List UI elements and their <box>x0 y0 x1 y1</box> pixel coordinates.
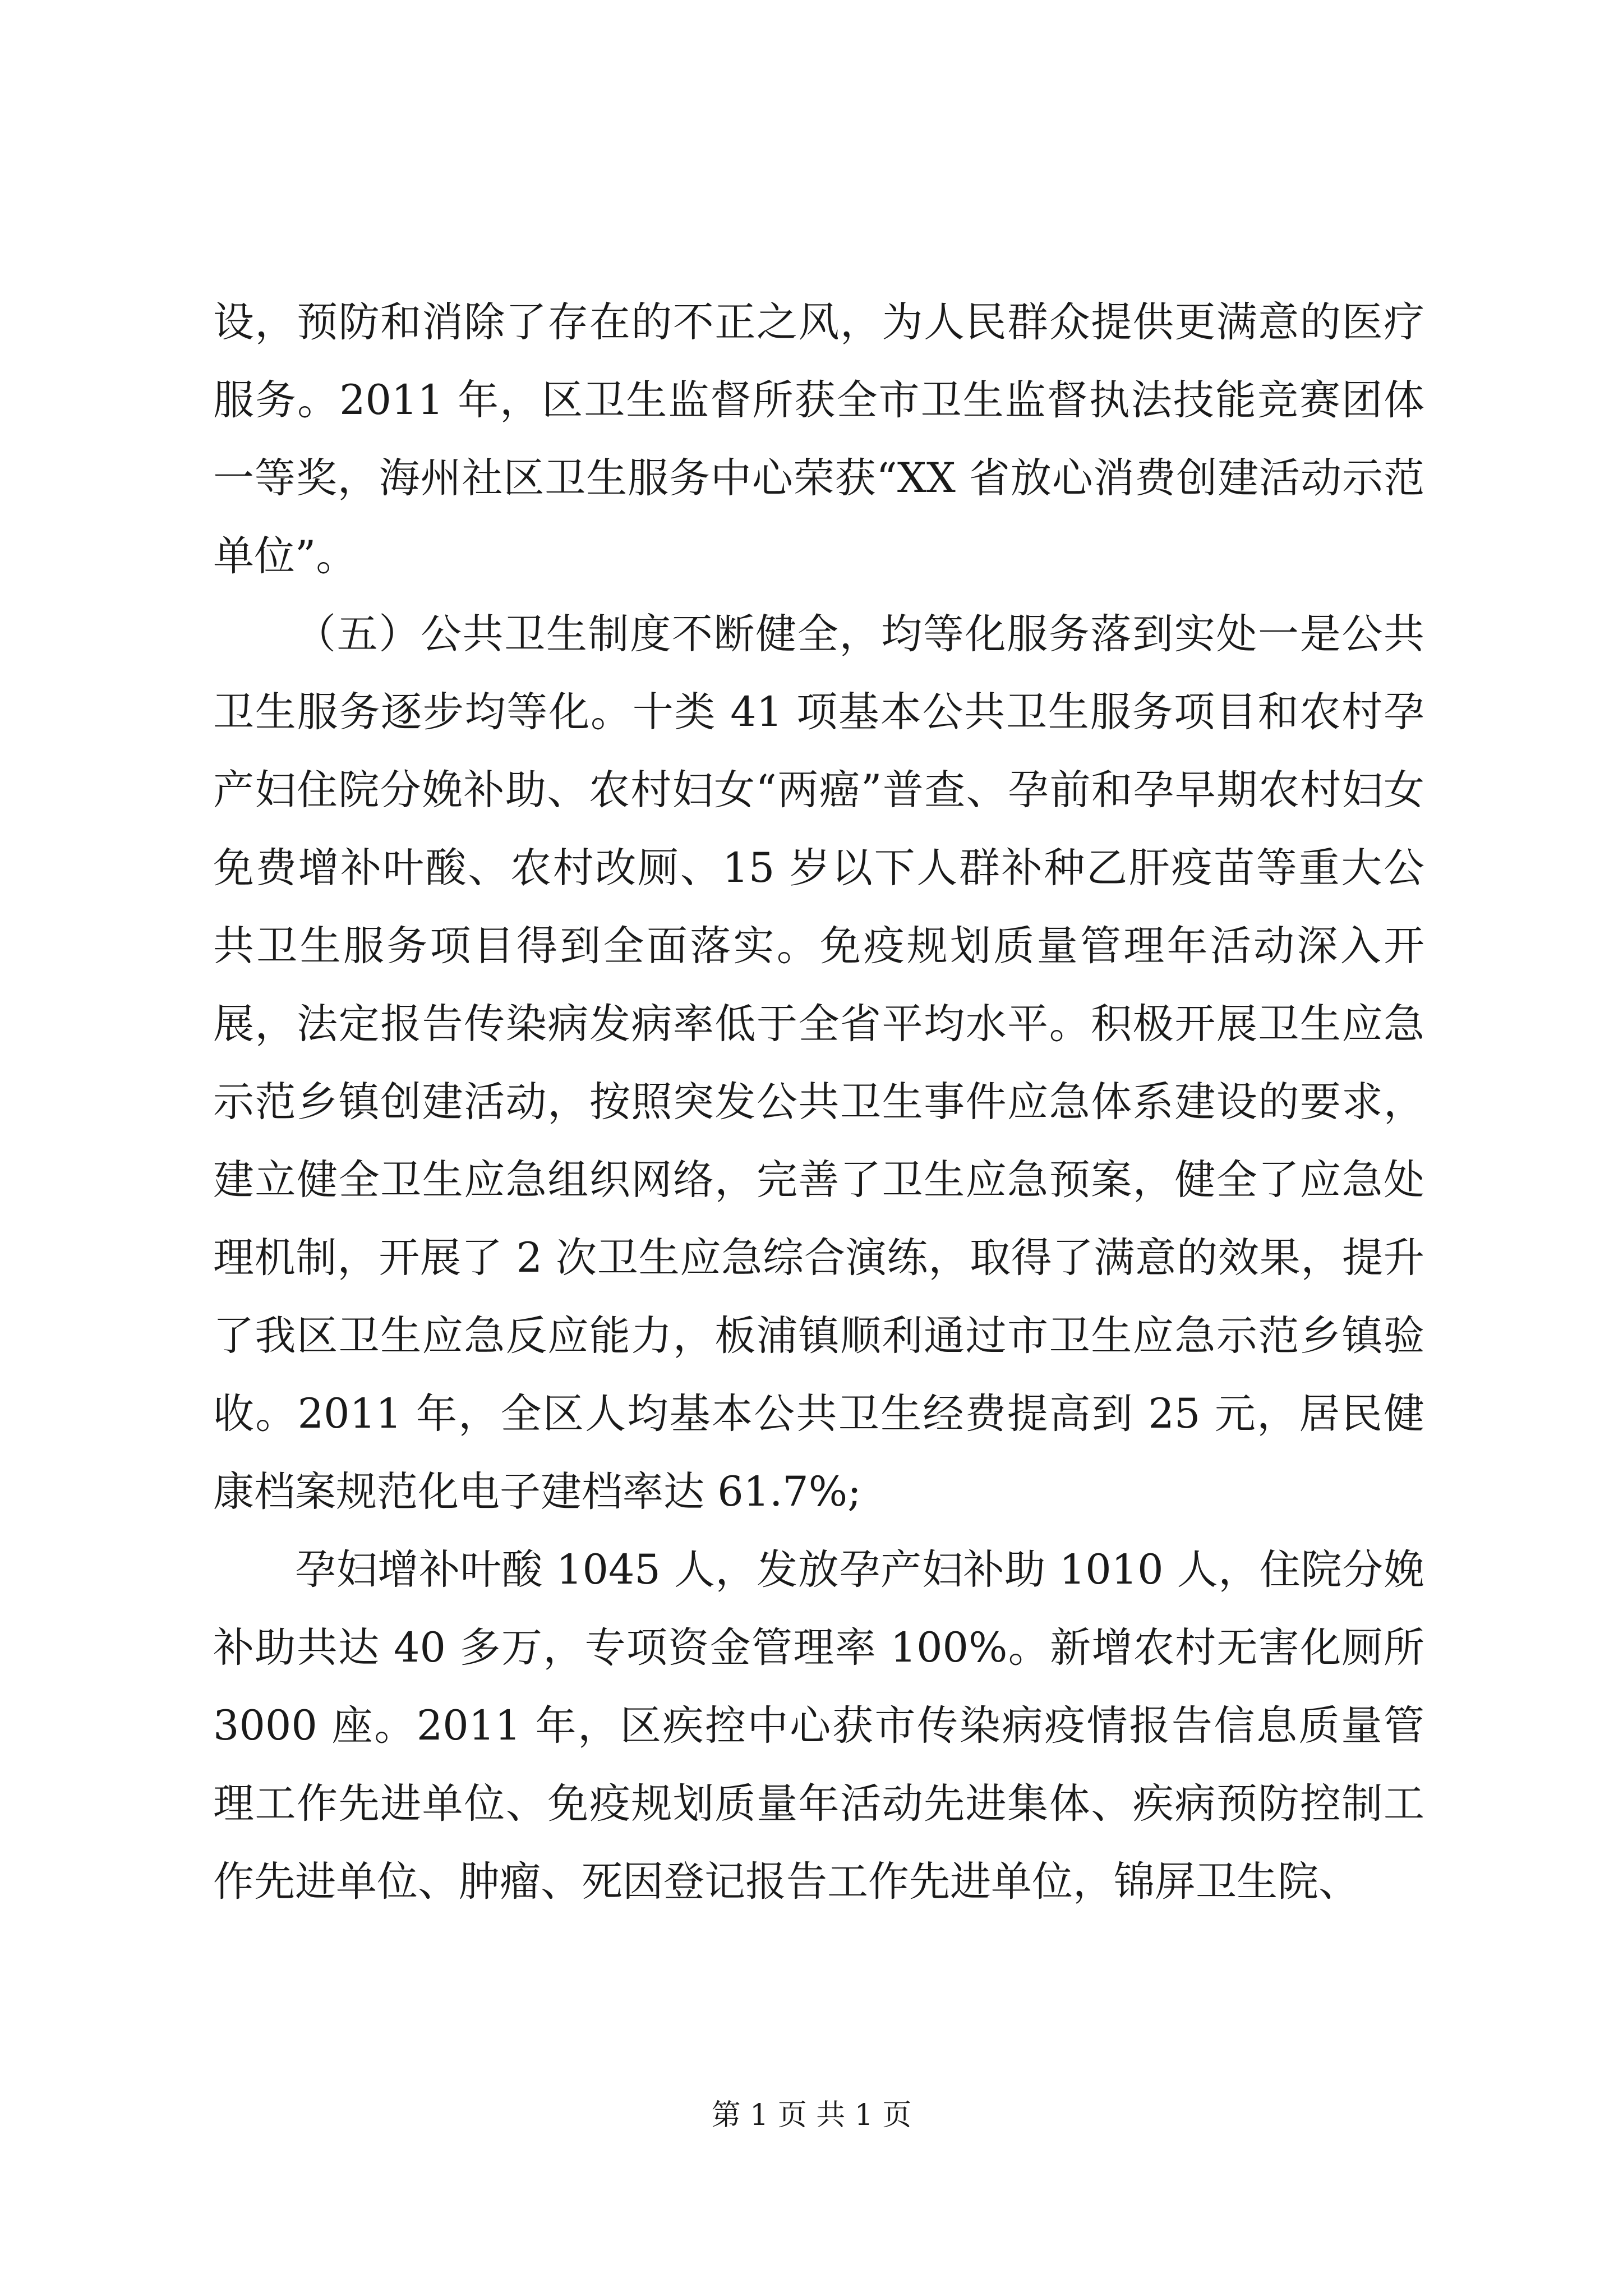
paragraph-maternal-subsidy: 孕妇增补叶酸 1045 人，发放孕产妇补助 1010 人，住院分娩补助共达 40 多万，专项资金管理率 100%。新增农村无害化厕所 3000 座。2011 年，区疾控中心获市传染病疫情报告信息质量管理工作先进单位、免疫规划质量年活动先进集体、疾病预防控制工作先进单位、肿瘤、死因登记报告工作先进单位，锦屏卫生院、 <box>213 1546 1424 1906</box>
page-footer: 第 1 页 共 1 页 <box>711 2099 912 2132</box>
paragraph-continued: 设，预防和消除了存在的不正之风，为人民群众提供更满意的医疗服务。2011 年，区卫生监督所获全市卫生监督执法技能竞赛团体一等奖，海州社区卫生服务中心荣获“XX 省放心消费创建活动示范单位”。 <box>213 298 1424 580</box>
document-body <box>213 283 1424 1921</box>
paragraph-public-health: （五）公共卫生制度不断健全，均等化服务落到实处一是公共卫生服务逐步均等化。十类 41 项基本公共卫生服务项目和农村孕产妇住院分娩补助、农村妇女“两癌”普查、孕前和孕早期农村妇女免费增补叶酸、农村改厕、15 岁以下人群补种乙肝疫苗等重大公共卫生服务项目得到全面落实。免疫规划质量管理年活动深入开展，法定报告传染病发病率低于全省平均水平。积极开展卫生应急示范乡镇创建活动，按照突发公共卫生事件应急体系建设的要求，建立健全卫生应急组织网络，完善了卫生应急预案，健全了应急处理机制，开展了 2 次卫生应急综合演练，取得了满意的效果，提升了我区卫生应急反应能力，板浦镇顺利通过市卫生应急示范乡镇验收。2011 年，全区人均基本公共卫生经费提高到 25 元，居民健康档案规范化电子建档率达 61.7%; <box>213 610 1424 1516</box>
